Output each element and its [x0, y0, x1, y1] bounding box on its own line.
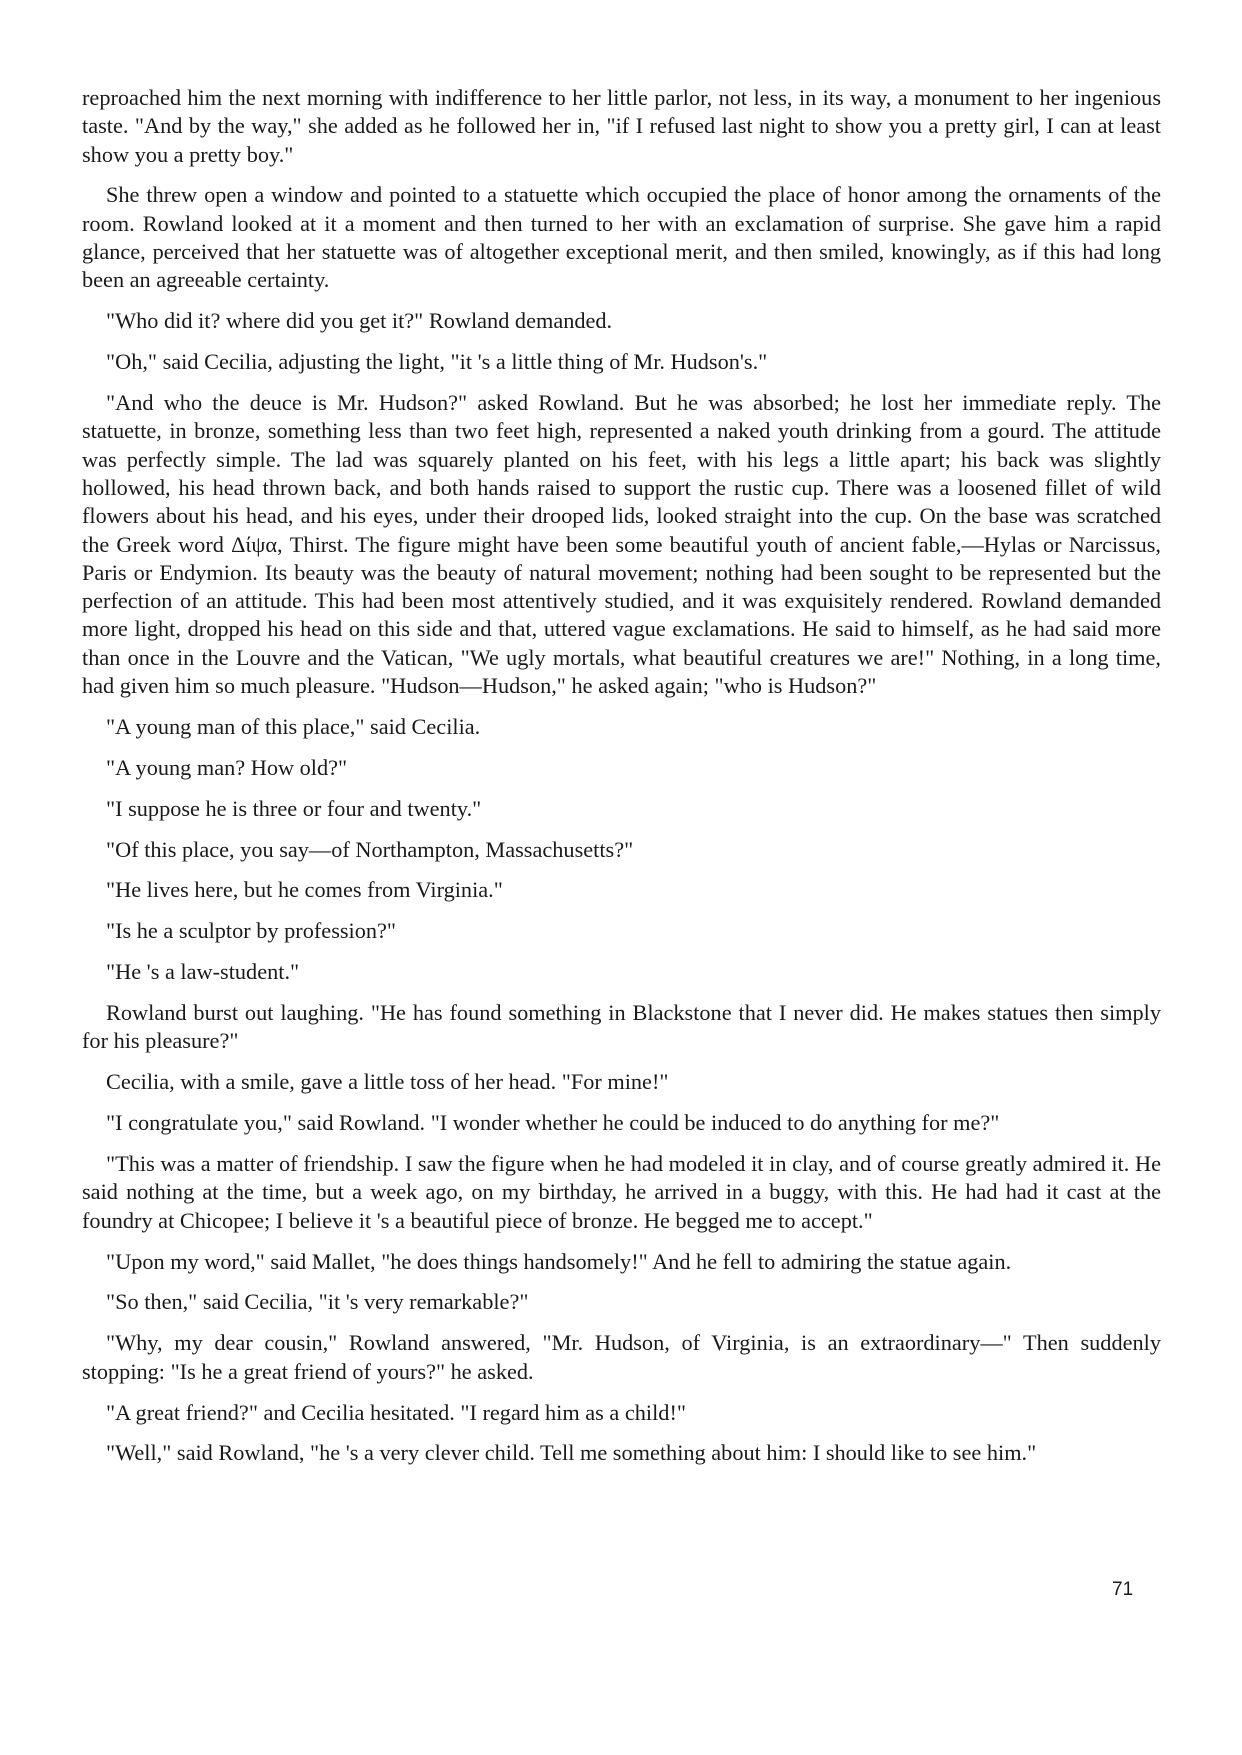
paragraph: "Well," said Rowland, "he 's a very clever child. Tell me something about him: I should like to see him.": [106, 1440, 1037, 1466]
paragraph: "He 's a law-student.": [106, 959, 300, 985]
paragraph: She threw open a window and pointed to a statuette which occupied the place of honor among the ornaments of the room. Rowland looked at it a moment and then turned to her with an exclamation of surprise. She gave him a rapid glance, perceived that her statuette was of altogether exceptional merit, and then smiled, knowingly, as if this had long been an agreeable certainty.: [82, 182, 1161, 293]
paragraph: "So then," said Cecilia, "it 's very remarkable?": [106, 1289, 529, 1315]
paragraph: "Who did it? where did you get it?" Rowland demanded.: [106, 308, 613, 334]
paragraph: Rowland burst out laughing. "He has found something in Blackstone that I never did. He makes statues then simply for his pleasure?": [82, 1000, 1161, 1054]
paragraph: Cecilia, with a smile, gave a little toss of her head. "For mine!": [106, 1069, 669, 1095]
paragraph-continuation: reproached him the next morning with indifference to her little parlor, not less, in its way, a monument to her ingenious taste. "And by the way," she added as he followed her in, "if I refused last night to show you a pretty girl, I can at least show you a pretty boy.": [82, 85, 1161, 167]
paragraph: "And who the deuce is Mr. Hudson?" asked Rowland. But he was absorbed; he lost her immediate reply. The statuette, in bronze, something less than two feet high, represented a naked youth drinking from a gourd. The attitude was perfectly simple. The lad was squarely planted on his feet, with his legs a little apart; his back was slightly hollowed, his head thrown back, and both hands raised to support the rustic cup. There was a loosened fillet of wild flowers about his head, and his eyes, under their drooped lids, looked straight into the cup. On the base was scratched the Greek word Δίψα, Thirst. The figure might have been some beautiful youth of ancient fable,—Hylas or Narcissus, Paris or Endymion. Its beauty was the beauty of natural movement; nothing had been sought to be represented but the perfection of an attitude. This had been most attentively studied, and it was exquisitely rendered. Rowland demanded more light, dropped his head on this side and that, uttered vague exclamations. He said to himself, as he had said more than once in the Louvre and the Vatican, "We ugly mortals, what beautiful creatures we are!" Nothing, in a long time, had given him so much pleasure. "Hudson—Hudson," he asked again; "who is Hudson?": [82, 390, 1161, 699]
paragraph: "I congratulate you," said Rowland. "I wonder whether he could be induced to do anything for me?": [106, 1110, 1000, 1136]
paragraph: "This was a matter of friendship. I saw the figure when he had modeled it in clay, and of course greatly admired it. He said nothing at the time, but a week ago, on my birthday, he arrived in a buggy, with this. He had had it cast at the foundry at Chicopee; I believe it 's a beautiful piece of bronze. He begged me to accept.": [82, 1151, 1161, 1233]
paragraph: "Upon my word," said Mallet, "he does things handsomely!" And he fell to admiring the statue again.: [106, 1248, 1012, 1274]
page-number: 71: [1112, 1579, 1134, 1600]
paragraph: "A young man? How old?": [106, 754, 348, 780]
paragraph: "Why, my dear cousin," Rowland answered, "Mr. Hudson, of Virginia, is an extraordinary—" Then suddenly stopping: "Is he a great friend of yours?" he asked.: [82, 1330, 1161, 1384]
paragraph: "A young man of this place," said Cecilia.: [106, 713, 481, 739]
paragraph: "Is he a sculptor by profession?": [106, 918, 397, 944]
paragraph: "He lives here, but he comes from Virginia.": [106, 877, 503, 903]
paragraph: "A great friend?" and Cecilia hesitated. "I regard him as a child!": [106, 1399, 686, 1425]
paragraph: "I suppose he is three or four and twenty.": [106, 795, 482, 821]
paragraph: "Of this place, you say—of Northampton, Massachusetts?": [106, 836, 634, 862]
page-body: [82, 84, 1161, 1480]
paragraph: "Oh," said Cecilia, adjusting the light, "it 's a little thing of Mr. Hudson's.": [106, 349, 768, 375]
